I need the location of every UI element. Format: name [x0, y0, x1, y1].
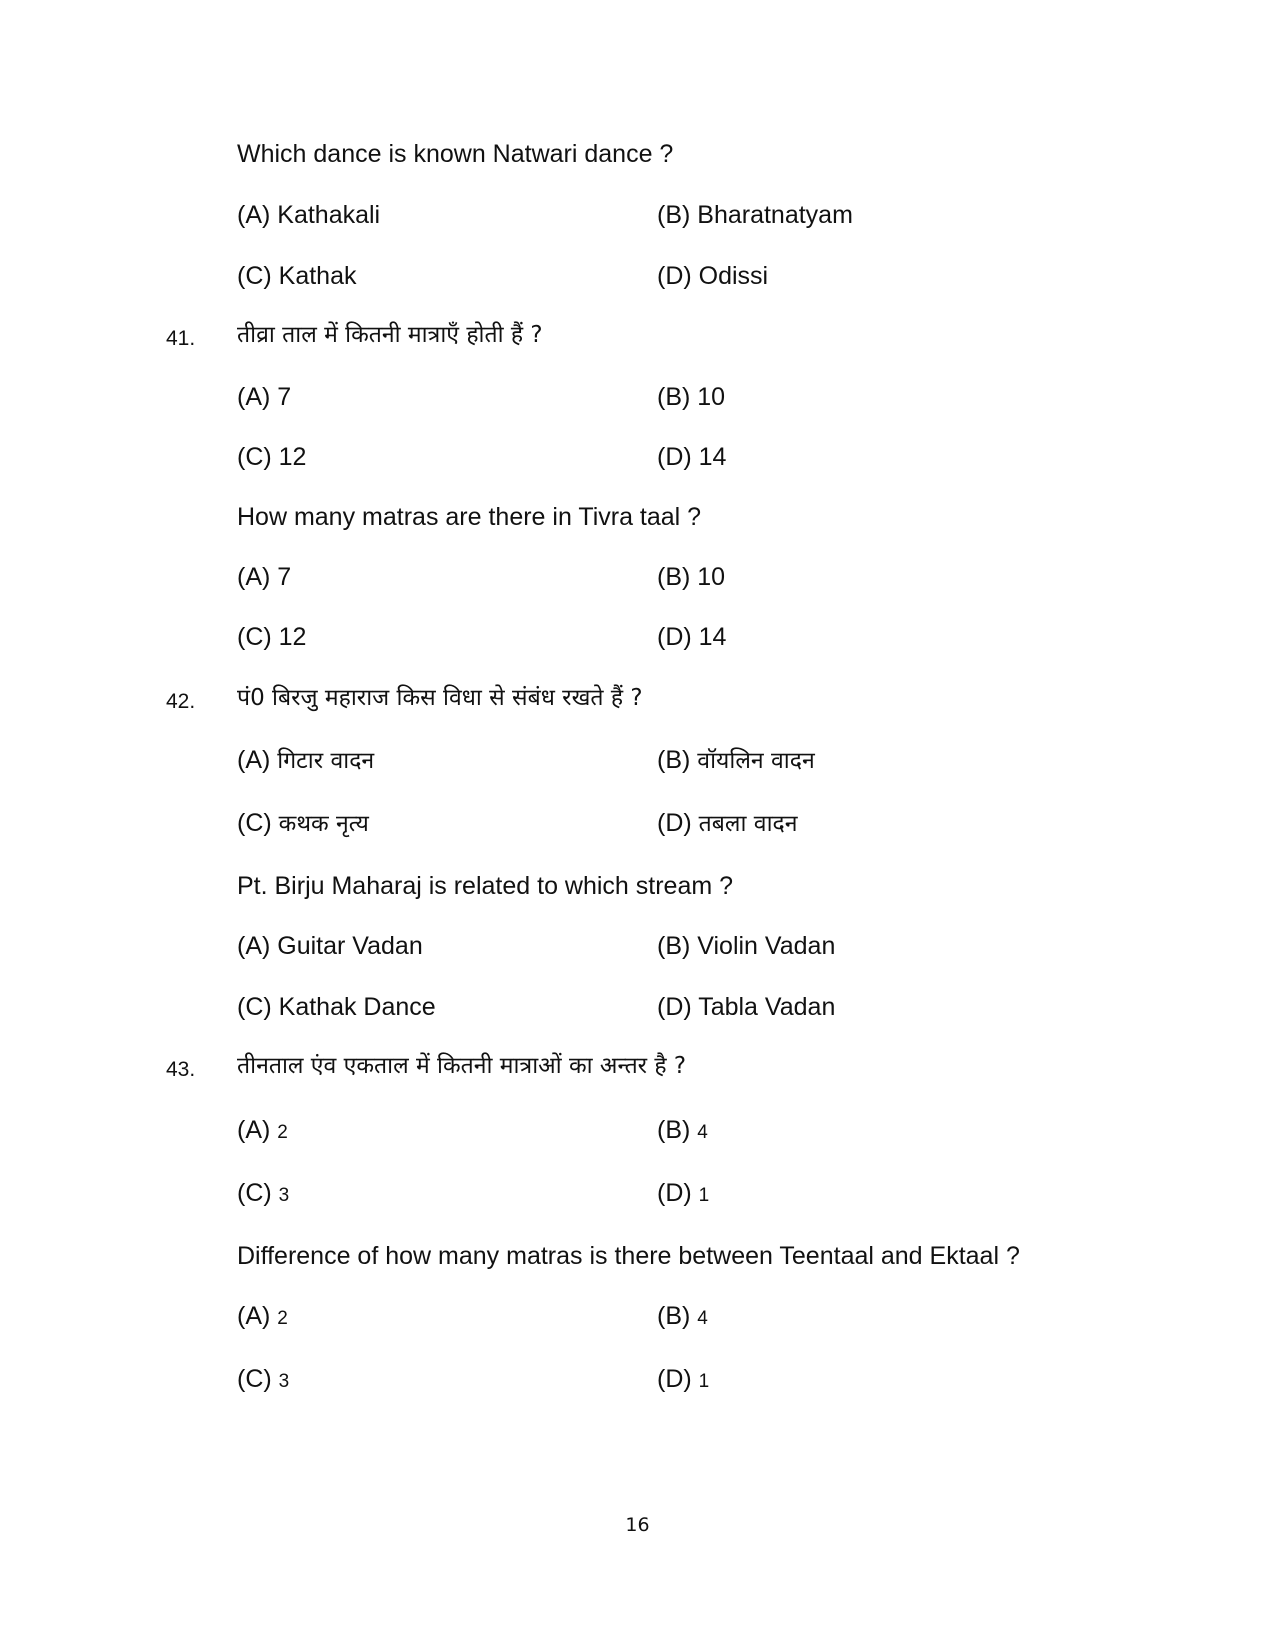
question-42-hindi: [0, 678, 1275, 718]
option-text: 1: [698, 1371, 710, 1392]
option-text: 2: [277, 1122, 288, 1143]
option-c: [237, 1359, 289, 1402]
option-label: (D): [657, 1179, 692, 1207]
options-row-1: [0, 740, 1275, 780]
question-number: 43.: [166, 1058, 196, 1081]
option-label: (C): [237, 809, 272, 837]
option-d: [657, 803, 798, 844]
option-c: (C) 12: [237, 623, 307, 651]
question-text: तीनताल एंव एकताल में कितनी मात्राओं का अन्तर है ?: [237, 1053, 687, 1079]
option-a: (A) Guitar Vadan: [237, 932, 423, 960]
option-label: (B): [657, 746, 691, 774]
question-40-english: [0, 134, 1275, 174]
option-b: (B) 10: [657, 383, 726, 411]
question-43-hindi: [0, 1046, 1275, 1086]
options-row-2: [0, 1359, 1275, 1399]
option-label: (B): [657, 1302, 691, 1330]
option-b: (B) 10: [657, 563, 726, 591]
option-a: (A) Kathakali: [237, 201, 381, 229]
question-text: How many matras are there in Tivra taal ?: [237, 503, 702, 531]
option-a: [237, 740, 374, 781]
option-text: 4: [697, 1122, 708, 1143]
options-row-1: [0, 1296, 1275, 1336]
option-label: (B): [657, 1116, 691, 1144]
option-b: (B) Bharatnatyam: [657, 201, 853, 229]
option-a: (A) 7: [237, 383, 292, 411]
option-a: [237, 1110, 288, 1153]
options-row-2: [0, 437, 1275, 477]
option-text: 4: [697, 1308, 708, 1329]
option-b: [657, 1110, 708, 1153]
option-text: तबला वादन: [698, 811, 798, 837]
question-text: तीव्रा ताल में कितनी मात्राएँ होती हैं ?: [237, 322, 543, 348]
options-row-1: [0, 195, 1275, 235]
question-42-english: [0, 866, 1275, 906]
option-d: (D) Odissi: [657, 262, 769, 290]
question-text: पं0 बिरजु महाराज किस विधा से संबंध रखते हैं ?: [237, 685, 643, 711]
options-row-1: [0, 1110, 1275, 1150]
option-d: (D) Tabla Vadan: [657, 993, 836, 1021]
question-text: Difference of how many matras is there between Teentaal and Ektaal ?: [237, 1242, 1020, 1270]
options-row-2: [0, 1173, 1275, 1213]
option-b: [657, 1296, 708, 1339]
option-b: [657, 740, 815, 781]
option-label: (C): [237, 1365, 272, 1393]
option-c: (C) 12: [237, 443, 307, 471]
options-row-2: [0, 617, 1275, 657]
option-label: (D): [657, 809, 692, 837]
options-row-1: [0, 377, 1275, 417]
question-41-hindi: [0, 315, 1275, 355]
option-d: [657, 1173, 709, 1216]
option-d: (D) 14: [657, 623, 727, 651]
question-43-english: [0, 1236, 1275, 1276]
question-41-english: [0, 497, 1275, 537]
question-text: Pt. Birju Maharaj is related to which stream ?: [237, 872, 734, 900]
question-number: 41.: [166, 327, 196, 350]
option-text: 3: [278, 1185, 290, 1206]
options-row-2: [0, 256, 1275, 296]
option-c: (C) Kathak: [237, 262, 357, 290]
options-row-2: [0, 803, 1275, 843]
option-label: (A): [237, 1116, 271, 1144]
option-text: 3: [278, 1371, 290, 1392]
question-number: 42.: [166, 690, 196, 713]
option-label: (C): [237, 1179, 272, 1207]
option-label: (A): [237, 1302, 271, 1330]
option-label: (A): [237, 746, 271, 774]
option-d: [657, 1359, 709, 1402]
question-text: Which dance is known Natwari dance ?: [237, 140, 674, 168]
option-c: (C) Kathak Dance: [237, 993, 436, 1021]
option-c: [237, 1173, 289, 1216]
options-row-1: [0, 557, 1275, 597]
option-c: [237, 803, 369, 844]
options-row-2: [0, 987, 1275, 1027]
option-b: (B) Violin Vadan: [657, 932, 836, 960]
option-text: गिटार वादन: [277, 748, 375, 774]
option-a: [237, 1296, 288, 1339]
option-label: (D): [657, 1365, 692, 1393]
options-row-1: [0, 926, 1275, 966]
option-d: (D) 14: [657, 443, 727, 471]
option-text: 1: [698, 1185, 710, 1206]
option-text: वॉयलिन वादन: [697, 748, 815, 774]
page-number: 16: [625, 1514, 650, 1536]
option-text: कथक नृत्य: [278, 811, 369, 837]
option-text: 2: [277, 1308, 288, 1329]
option-a: (A) 7: [237, 563, 292, 591]
